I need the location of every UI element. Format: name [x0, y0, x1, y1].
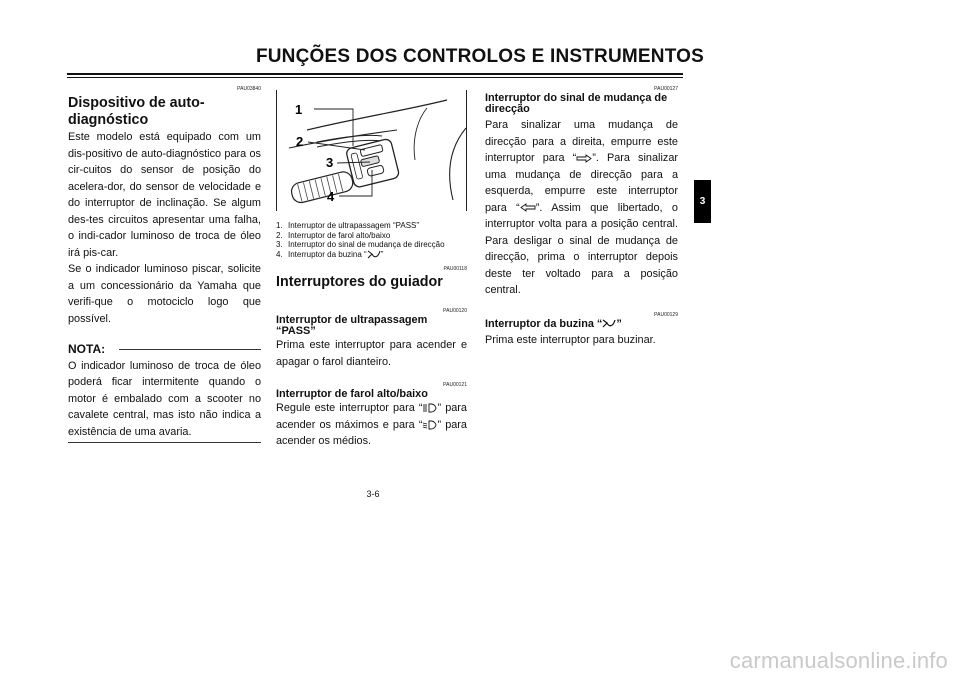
section-code: PAU00127	[654, 86, 678, 92]
section-code: PAU00129	[654, 311, 678, 318]
handlebar-illustration	[277, 90, 466, 211]
note-end-rule	[68, 442, 261, 443]
horn-icon	[602, 319, 616, 328]
header-rule	[67, 73, 683, 75]
turn-left-icon	[520, 203, 536, 212]
watermark: carmanualsonline.info	[729, 648, 948, 673]
middle-column	[276, 82, 467, 450]
figure-caption	[276, 221, 467, 259]
low-beam-icon	[422, 420, 437, 430]
section-code: PAU00118	[443, 266, 467, 272]
left-column	[68, 82, 261, 443]
caption-item: 1. Interruptor de ultrapassagem “PASS”	[276, 221, 420, 230]
callout-3: 3	[326, 155, 334, 170]
header-rule	[67, 77, 683, 78]
page-number: 3-6	[366, 489, 380, 499]
note-text: O indicador luminoso de troca de óleo poderá ficar intermitente quando o motor é embalado com a scooter no cavalete central, mas isto não indica a existência de uma avaria.	[68, 359, 261, 438]
turn-right-icon	[576, 154, 592, 163]
paragraph: Se o indicador luminoso piscar, solicite a um concessionário da Yamaha que verifi-que o motociclo logo que possível.	[68, 263, 261, 325]
paragraph: Regule este interruptor para “ ” para acender os máximos e para “ ” para acender os médios.	[276, 402, 467, 447]
chapter-tab: 3	[694, 180, 711, 223]
caption-item: 4. Interruptor da buzina “ ”	[276, 249, 384, 259]
callout-4: 4	[327, 189, 335, 204]
page-title: FUNÇÕES DOS CONTROLOS E INSTRUMENTOS	[255, 46, 705, 67]
callout-2: 2	[296, 134, 304, 149]
paragraph: Prima este interruptor para buzinar.	[485, 333, 656, 346]
callout-1: 1	[295, 102, 303, 117]
subsection-heading: Interruptor do sinal de mudança de direcção	[485, 92, 668, 115]
subsection-heading: Interruptor de farol alto/baixo	[276, 388, 428, 400]
section-code: PAU03840	[237, 86, 261, 92]
paragraph: Este modelo está equipado com um dis-positivo de auto-diagnóstico para os cir-cuitos do sensor de posição do acelera-dor, do sensor de velocidade e do interruptor de inclinação. Se algum des-tes circuitos apresentar uma falha, o indi-cador luminoso de troca de óleo irá pis-car.	[68, 131, 261, 259]
horn-icon	[367, 250, 381, 259]
subsection-heading: Interruptor da buzina “ ”	[485, 317, 622, 330]
handlebar-figure	[276, 90, 467, 211]
note-header	[68, 341, 261, 358]
paragraph: Prima este interruptor para acender e apagar o farol dianteiro.	[276, 339, 467, 368]
caption-item: 3. Interruptor do sinal de mudança de direcção	[276, 240, 445, 249]
note-label: NOTA:	[68, 342, 106, 356]
section-code: PAU00120	[443, 308, 467, 314]
section-heading: Interruptores do guiador	[276, 274, 443, 290]
section-code: PAU00121	[443, 382, 467, 388]
right-column	[485, 82, 678, 348]
high-beam-icon	[422, 403, 437, 413]
caption-item: 2. Interruptor de farol alto/baixo	[276, 230, 391, 240]
note-rule	[119, 349, 261, 350]
paragraph: Para sinalizar uma mudança de direcção para a direita, empurre este interruptor para “ ”. Para sinalizar uma mudança de direcção para a esquerda, empurre este interruptor para “ ”. Assim que libertado, o interruptor volta para a posição central. Para desligar o sinal de mudança de direcção, prima o interruptor depois deste ter voltado para a posição central.	[485, 119, 678, 296]
subsection-heading: Interruptor de ultrapassagem “PASS”	[276, 314, 428, 337]
section-heading: Dispositivo de auto-diagnóstico	[68, 95, 205, 128]
